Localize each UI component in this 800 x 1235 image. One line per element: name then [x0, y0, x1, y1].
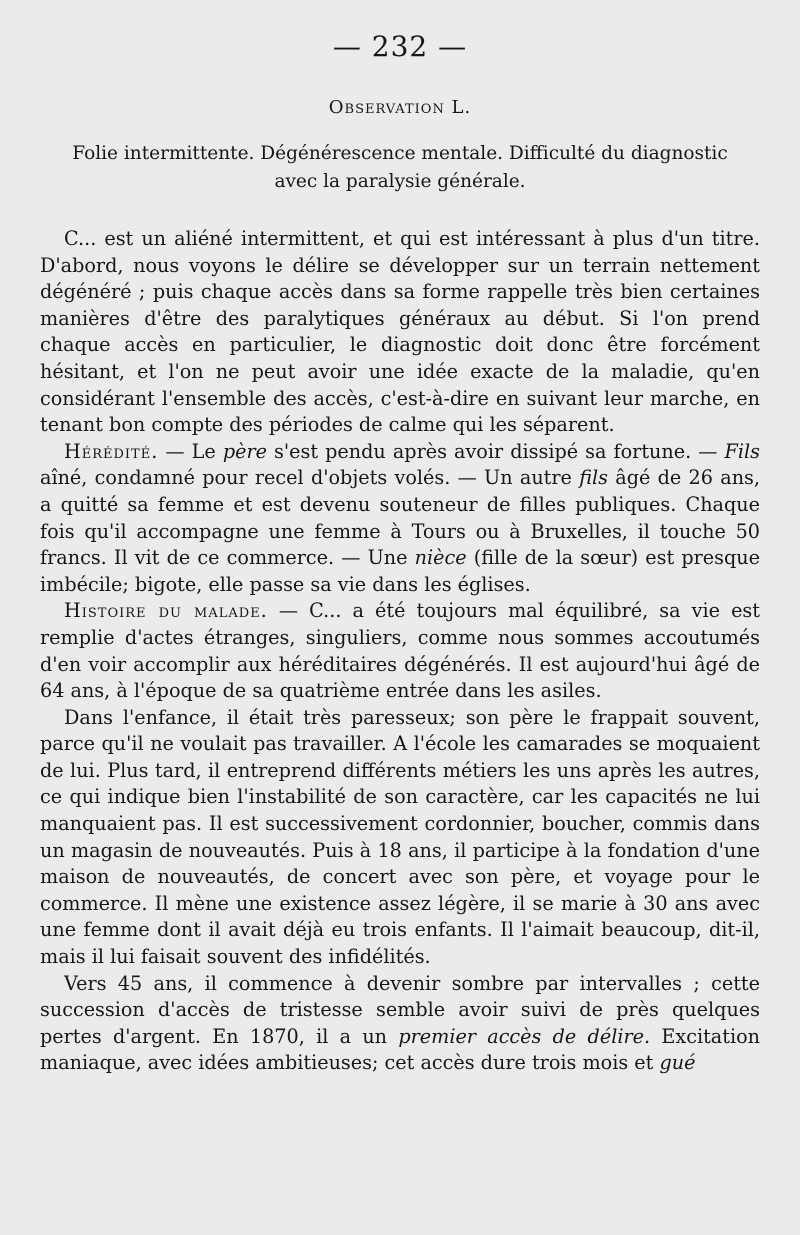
text-run: s'est pendu après avoir dissipé sa fortune. —	[266, 439, 725, 463]
paragraph-intro: C... est un aliéné intermittent, et qui est intéressant à plus d'un titre. D'abord, nous voyons le délire se développer sur un terrain nettement dégénéré ; puis chaque accès dans sa forme rappelle très bien certaines manières d'être des paralytiques généraux au début. Si l'on prend chaque accès en particulier, le diagnostic doit donc être forcément hésitant, et l'on ne peut avoir une idée exacte de la maladie, qu'en considérant l'ensemble des accès, c'est-à-dire en suivant leur marche, en tenant bon compte des périodes de calme qui les séparent.	[40, 227, 760, 437]
italic-run: gué	[659, 1051, 696, 1075]
text-run: Excitation maniaque, avec idées ambitieuses; cet accès dure trois mois et	[40, 1024, 760, 1075]
paragraph-vers-45-ans	[40, 971, 760, 1077]
observation-title: Observation L.	[328, 97, 472, 118]
text-run: aîné, condamné pour recel d'objets volés. — Un autre	[40, 466, 580, 490]
text-run: âgé de 26 ans, a quitté sa femme et est devenu souteneur de filles publiques. Chaque fois qu'il accompagne une femme à Tours ou à Bruxelles, il touche 50 francs. Il vit de ce commerce. — Une	[40, 466, 760, 570]
italic-run: premier accès de délire.	[398, 1024, 651, 1048]
italic-run: père	[222, 439, 267, 463]
section-heading-histoire: Histoire du malade.	[64, 599, 268, 623]
italic-run: Fils	[724, 439, 760, 463]
section-heading-heredite: Hérédité.	[64, 439, 159, 463]
page-number: — 232 —	[332, 30, 468, 63]
paragraph-histoire	[40, 598, 760, 704]
italic-run: fils	[579, 466, 608, 490]
text-run: Vers 45 ans, il commence à devenir sombre par intervalles ; cette succession d'accès de tristesse semble avoir suivi de près quelques pertes d'argent. En 1870, il a un	[40, 971, 760, 1048]
paragraph-enfance: Dans l'enfance, il était très paresseux; son père le frappait souvent, parce qu'il ne voulait pas travailler. A l'école les camarades se moquaient de lui. Plus tard, il entreprend différents métiers les uns après les autres, ce qui indique bien l'instabilité de son caractère, car les capacités ne lui manquaient pas. Il est successivement cordonnier, boucher, commis dans un magasin de nouveautés. Puis à 18 ans, il participe à la fondation d'une maison de nouveautés, de concert avec son père, et voyage pour le commerce. Il mène une existence assez légère, il se marie à 30 ans avec une femme dont il avait déjà eu trois enfants. Il l'aimait beaucoup, dit-il, mais il lui faisait souvent des infidélités.	[40, 705, 760, 969]
text-run: — Le	[158, 439, 223, 463]
observation-subtitle: Folie intermittente. Dégénérescence mentale. Difficulté du diagnostic avec la paralysie générale.	[72, 143, 728, 192]
text-run: (fille de la sœur) est presque imbécile; bigote, elle passe sa vie dans les églises.	[40, 546, 760, 596]
paragraph-heredite	[40, 439, 760, 599]
italic-run: nièce	[414, 546, 467, 570]
body-text	[40, 226, 760, 1077]
text-run: — C... a été toujours mal équilibré, sa vie est remplie d'actes étranges, singuliers, comme nous sommes accoutumés d'en voir accomplir aux héréditaires dégénérés. Il est aujourd'hui âgé de 64 ans, à l'époque de sa quatrième entrée dans les asiles.	[40, 599, 760, 703]
